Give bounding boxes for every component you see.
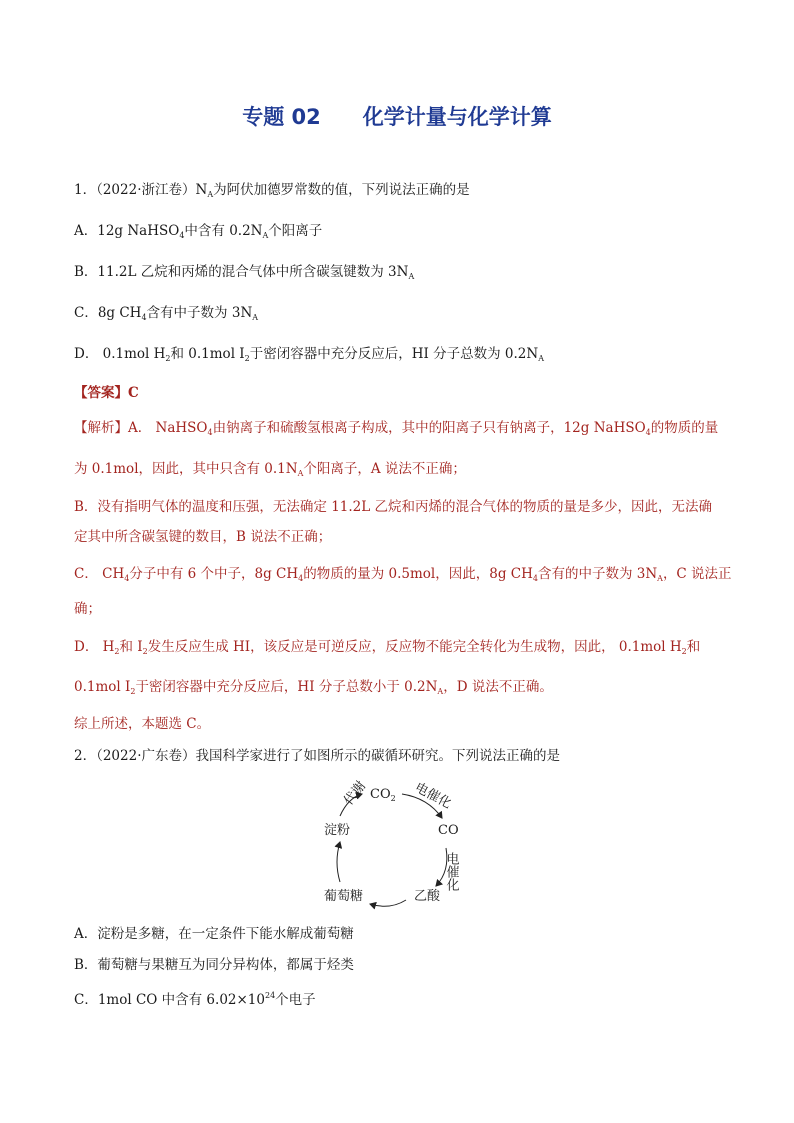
label-metabolism: 代谢 [341,778,370,809]
title-part1: 专题 02 [242,105,321,129]
label-co2: $CO_2$ [370,787,396,803]
q1-option-c: C．8g $CH_4$含有中子数为 $3N_A$ [74,305,259,322]
q1-explanation-3: B．没有指明气体的温度和压强，无法确定 11.2L 乙烷和丙烯的混合气体的物质的量是多少，因此，无法确 [74,499,713,515]
title-part2: 化学计量与化学计算 [362,105,552,129]
q1-explanation-2: 为 0.1mol，因此，其中只含有 $0.1N_A$个阳离子，A 说法不正确； [74,461,466,478]
q2-stem: 2．（2022·广东卷）我国科学家进行了如图所示的碳循环研究。下列说法正确的是 [74,748,560,764]
q1-explanation-7: D． $H_2$和 $I_2$发生反应生成 HI，该反应是可逆反应，反应物不能完全转化为生成物，因此， 0.1mol $H_2$和 [74,639,701,656]
q2-option-a: A．淀粉是多糖，在一定条件下能水解成葡萄糖 [74,926,354,942]
q1-explanation-5: C． $CH_4$分子中有 6 个中子，8g $CH_4$的物质的量为 0.5mol，因此，8g $CH_4$含有的中子数为 $3N_A$，C 说法正 [74,566,732,583]
q1-answer: 【答案】C [74,385,139,401]
label-glucose: 葡萄糖 [324,889,364,904]
arrow-glucose-to-starch [337,842,340,882]
q1-explanation-4: 定其中所含碳氢键的数目，B 说法不正确； [74,529,332,545]
q1-explanation-8: 0.1mol $I_2$于密闭容器中充分反应后，HI 分子总数小于 $0.2N_A$，D 说法不正确。 [74,679,553,696]
q2-option-b: B．葡萄糖与果糖互为同分异构体，都属于烃类 [74,957,354,973]
q1-stem: 1．（2022·浙江卷）$N_A$为阿伏加德罗常数的值，下列说法正确的是 [74,182,470,199]
label-starch: 淀粉 [324,823,351,838]
q1-explanation-6: 确； [74,601,101,617]
q1-explanation-1: 【解析】A． NaHSO$_4$由钠离子和硫酸氢根离子构成，其中的阳离子只有钠离子，12g NaHSO$_4$的物质的量 [74,420,719,437]
q2-option-c: C．1mol CO 中含有 $6.02\times 10^{24}$个电子 [74,991,316,1008]
label-electrocatalysis-2: 电催化 [443,852,459,891]
q1-summary: 综上所述，本题选 C。 [74,716,211,732]
arrow-acetic-to-glucose [370,900,406,906]
label-electrocatalysis-1: 电催化 [412,780,454,812]
carbon-cycle-diagram [310,776,480,912]
label-acetic-acid: 乙酸 [414,889,441,904]
q1-option-d: D． 0.1mol $H_2$和 0.1mol $I_2$于密闭容器中充分反应后，HI 分子总数为 $0.2N_A$ [74,346,544,363]
q1-option-a: A．12g NaHSO$_4$中含有 $0.2N_A$个阳离子 [74,223,323,240]
q1-option-b: B．11.2L 乙烷和丙烯的混合气体中所含碳氢键数为 $3N_A$ [74,264,415,281]
page-title [0,101,794,131]
label-co: CO [438,823,459,838]
